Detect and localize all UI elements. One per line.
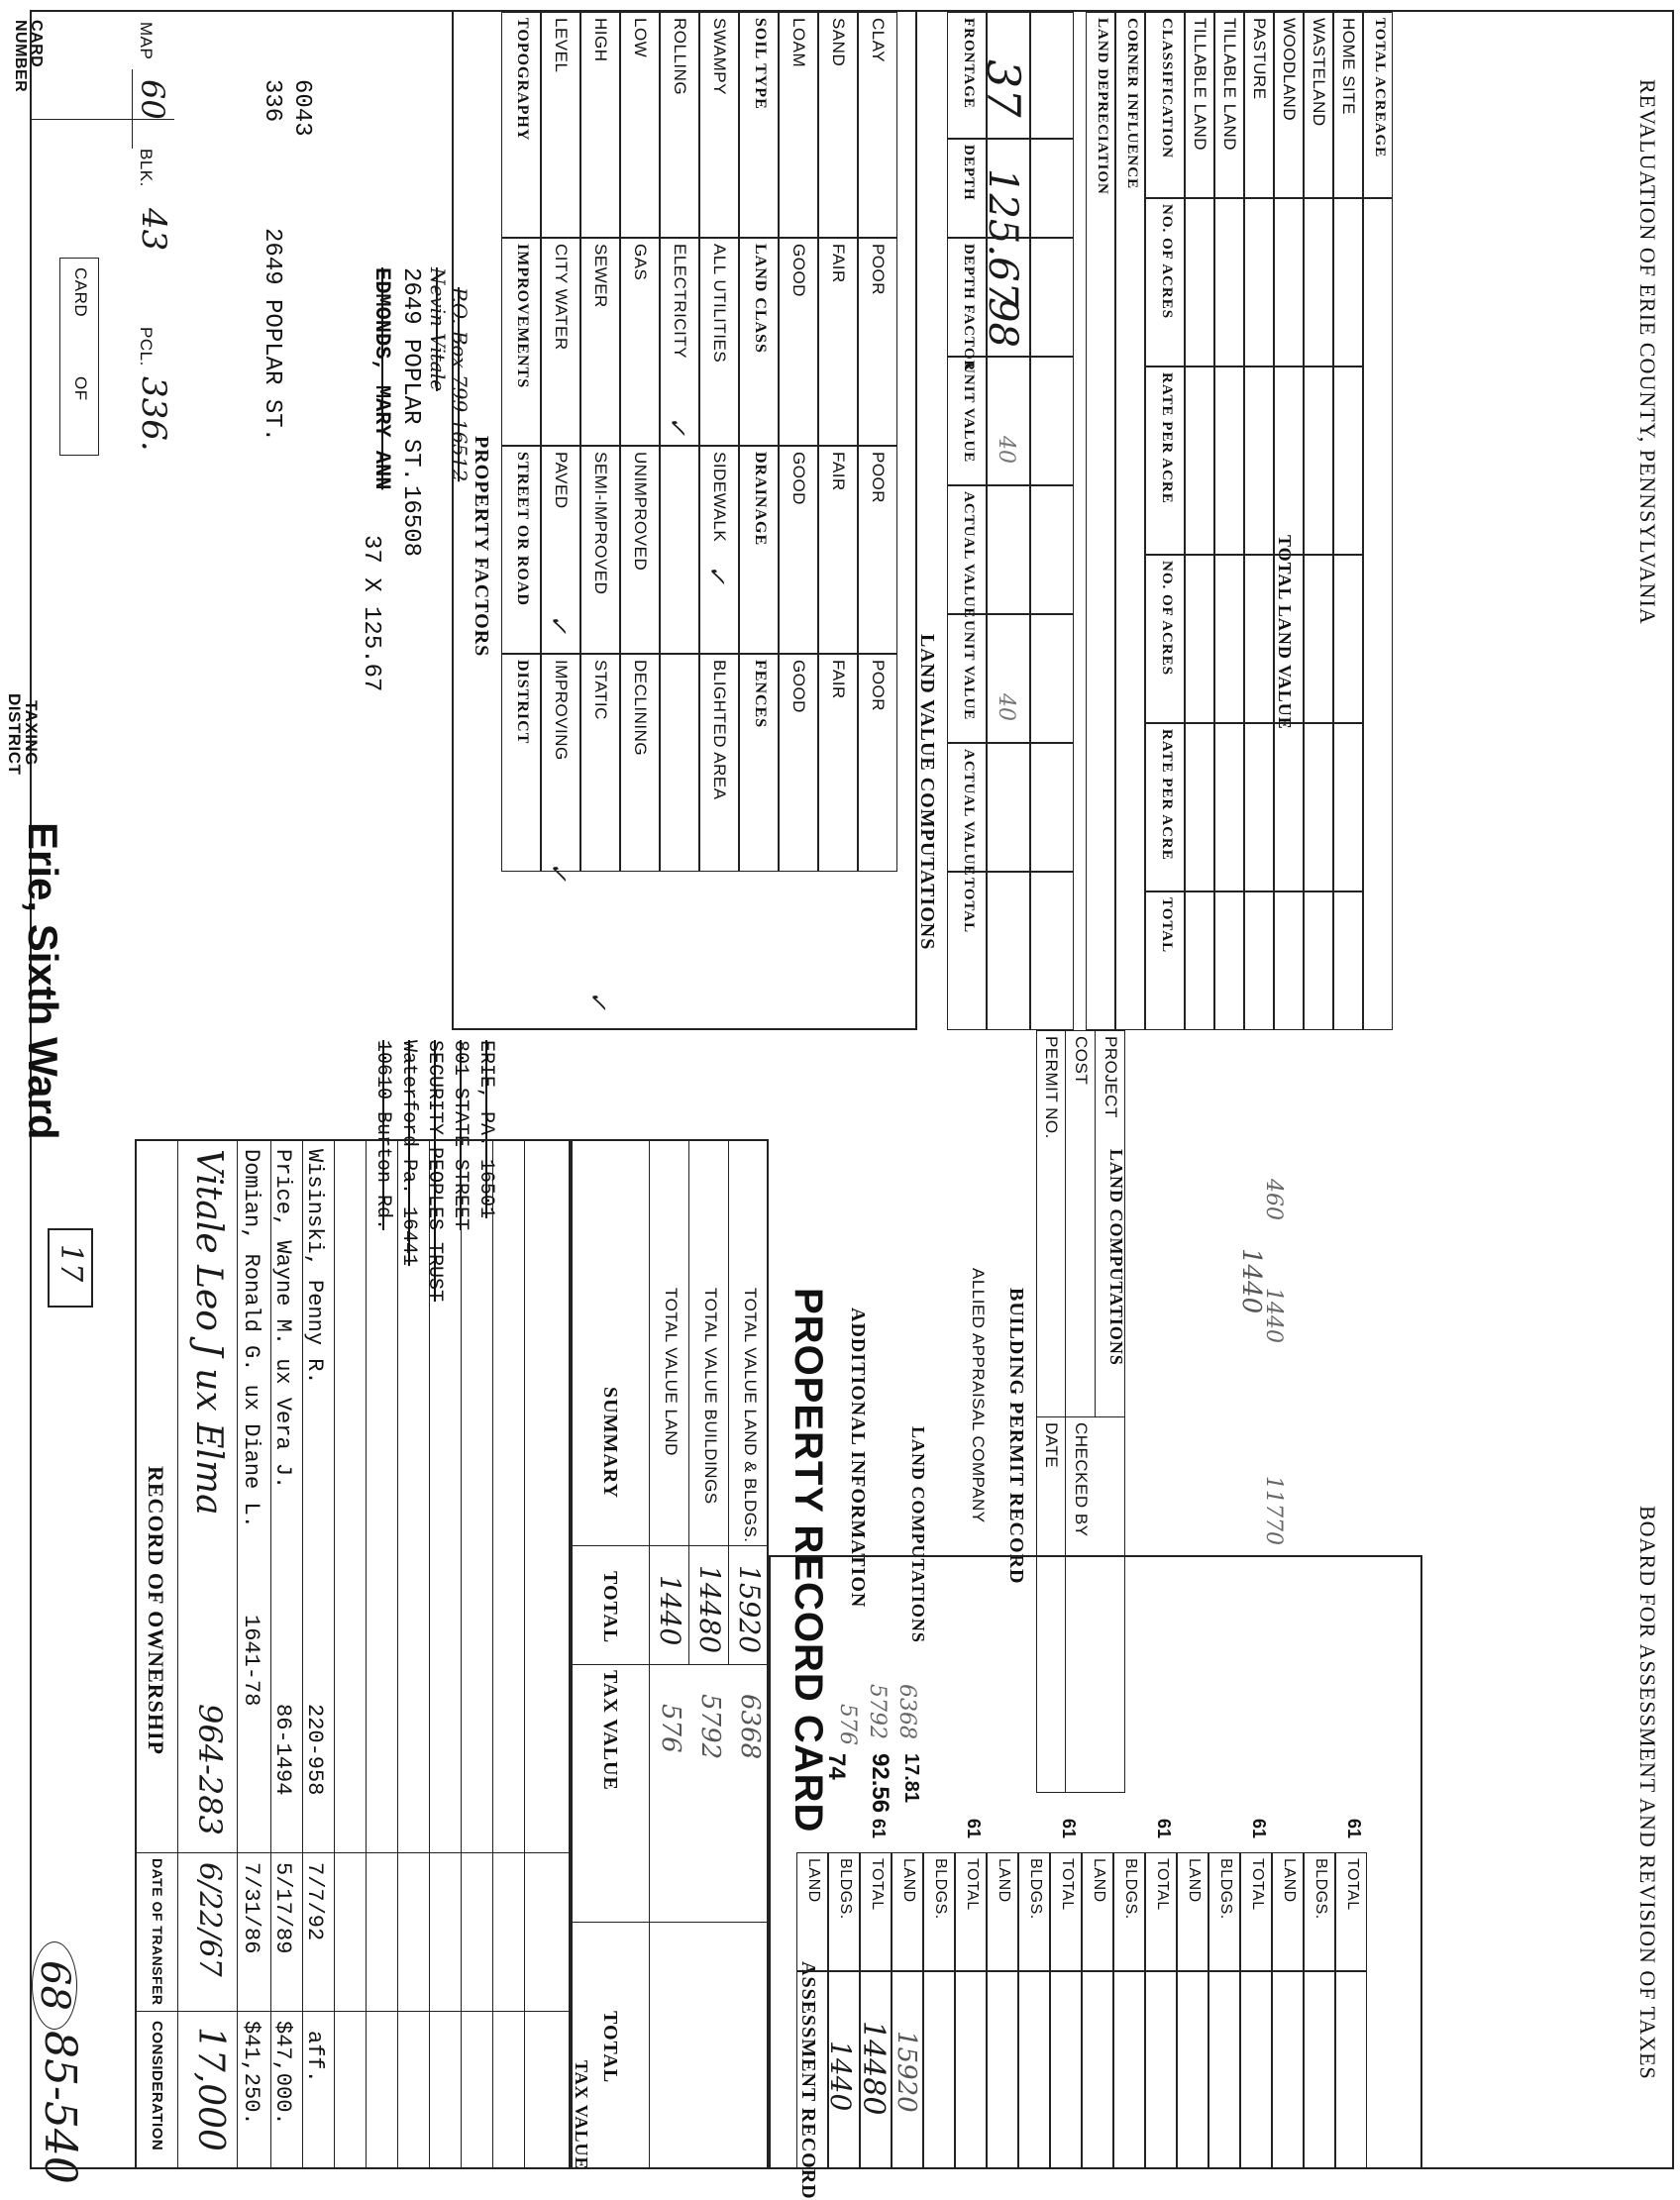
unit-value-header-2: UNIT VALUE [961,620,977,721]
acre-row-4-col-2-cell [1304,367,1333,555]
acre-row-5-col-2-cell [1333,367,1363,555]
check-mark-0: ✓ [545,614,573,635]
owner-2-book: 1641-78 [239,1615,263,1707]
acre-row-3-col-2-cell [1274,367,1304,555]
owner-1: Vitale Leo J ux Elma [188,1149,229,1516]
topography-header: TOPOGRAPHY [514,18,531,142]
handwritten-po: P.O. Box 799 16512 [448,287,472,482]
additional-info: ADDITIONAL INFORMATION [847,1308,869,1609]
land-row-0-col-4-cell [987,485,1030,614]
owner-struck: EDMONDS, MARY ANN [369,267,394,490]
old-address-4: 801 STATE STREET [449,1040,472,1231]
summary-bldgs-tax: 5792 [695,1694,725,1760]
land-computations-1: LAND COMPUTATIONS [1106,1149,1126,1366]
acre-row-3-col-3-cell [1274,555,1304,723]
acre-row-2-col-2-cell [1244,367,1274,555]
taxing-district-label: TAXING DISTRICT [5,693,41,776]
actual-value: 40 [994,693,1018,721]
owner-4: Wisinski, Penny R. [302,1149,327,1385]
land-class-header: LAND CLASS [752,244,769,354]
assessment-0-2: TOTAL [869,1858,886,1911]
bottom-note-2: 1440 [1261,1288,1286,1343]
taxing-district: Erie, Sixth Ward [20,822,66,1140]
consideration-label: CONSIDERATION [149,2021,165,2151]
blk-number: 43 [134,208,173,252]
assessment-value-1-2-cell [955,1971,987,2169]
land-row-0-col-5-cell [987,614,1030,743]
fence-item-0: GOOD [789,660,808,713]
assessment-stamp-3: 17.81 [900,1753,922,1804]
assessment-0-0: LAND [805,1858,822,1903]
permit-divider [1036,1416,1125,1417]
owner-3-consideration: $47,000. [270,2021,295,2126]
acre-row-1-col-2-cell [1214,367,1244,555]
acre-row-0-col-2-cell [1185,367,1214,555]
assessment-value-5-0-cell [1272,1971,1304,2169]
soil-item-0: LOAM [789,18,808,68]
acre-row-1-col-5-cell [1214,891,1244,1030]
map-divider [30,119,174,120]
street-item-3-cell [660,446,699,654]
soil-item-1: SAND [829,18,848,67]
owner-3: Price, Wayne M. ux Vera J. [270,1149,295,1490]
land-row-1-col-3-cell [1030,357,1074,485]
assessment-3-2: TOTAL [1154,1858,1171,1911]
acre-row-3-col-5-cell [1274,891,1304,1030]
assessment-5-1: BLDGS. [1312,1858,1329,1920]
footer-right: BOARD FOR ASSESSMENT AND REVISION OF TAXES [1635,1506,1660,2080]
assessment-title: ASSESSMENT RECORD [797,1961,819,2200]
ownership-row-line [429,1139,430,2169]
ownership-title: RECORD OF OWNERSHIP [144,1466,168,1755]
improvement-item-1: SEWER [591,244,610,308]
summary-land-label: TOTAL VALUE LAND [662,1288,681,1456]
summary-land-total: 1440 [654,1575,686,1646]
owner-2-consideration: $41,250. [239,2021,263,2126]
property-record-title: PROPERTY RECORD CARD [787,1288,830,1833]
acre-row-2-col-0: PASTURE [1250,18,1269,100]
corner-influence-label: CORNER INFLUENCE [1124,18,1140,190]
old-address-5: ERIE, PA. 16501 [474,1040,497,1219]
acre-row-5-col-5-cell [1333,891,1363,1030]
of-label: OF [71,376,90,401]
classification-header: CLASSIFICATION [1159,18,1175,159]
summary-title: SUMMARY [599,1387,621,1499]
pcl-label: PCL. [137,327,156,367]
acres-header: NO. OF ACRES [1159,204,1175,320]
summary-tax-label: TAX VALUE [599,1670,621,1791]
check-mark-2: ✓ [664,416,691,437]
assessment-value-4-2-cell [1240,1971,1272,2169]
street-header: STREET OR ROAD [514,452,531,606]
fences-header: FENCES [752,660,769,729]
assessment-total-1: 15920 [892,2031,921,2113]
actual-value-header-2: ACTUAL VALUE [961,749,977,877]
ownership-row-line [492,1139,493,2169]
assessment-year-1: 61 [964,1819,984,1839]
total-acreage-row-cell [1363,198,1393,1030]
assessment-value-3-1-cell [1113,1971,1145,2169]
acre-row-0-col-3-cell [1185,555,1214,723]
acre-row-5-col-4-cell [1333,723,1363,891]
ownership-row-line [524,1139,525,2169]
ownership-row-line [334,1139,335,2169]
summary-divider [571,1922,769,1923]
acre-row-1-col-0: TILLABLE LAND [1220,18,1239,152]
summary-both-tax: 6368 [735,1694,765,1760]
summary-total-label-2: TOTAL [599,2011,621,2084]
summary-both-total: 15920 [733,1565,766,1654]
drainage-item-1: FAIR [829,452,848,491]
acre-row-3-col-0: WOODLAND [1280,18,1299,122]
parcel-id-1: 6043 [288,79,315,137]
footer-left: REVALUATION OF ERIE COUNTY, PENNSYLVANIA [1635,79,1660,625]
assessment-year-2: 61 [1059,1819,1079,1839]
acre-row-2-col-1-cell [1244,198,1274,367]
summary-tax-label-2: TAX VALUE [572,2060,591,2170]
assessment-0-1: BLDGS. [837,1858,854,1920]
assessment-value-0-2-cell [856,1971,892,2169]
frontage-header: FRONTAGE [961,18,977,109]
summary-line [688,1139,689,1664]
acre-row-4-col-4-cell [1304,723,1333,891]
bottom-note-3: 11770 [1261,1476,1286,1545]
assessment-value-4-0-cell [1177,1971,1208,2169]
map-number: 60 [134,79,171,120]
assessment-value-5-1-cell [1304,1971,1335,2169]
old-address-3: SECURITY PEOPLES TRUST [423,1040,446,1303]
owner-1-consideration: 17,000 [190,2027,231,2151]
summary-line [728,1139,729,1664]
map-underline [132,69,133,149]
assessment-value-0-0-cell [796,1971,828,2169]
frontage-value: 37 [977,59,1030,118]
acre-row-0-col-1-cell [1185,198,1214,367]
owner-1-date: 6/22/67 [192,1862,227,1977]
street-item-2: UNIMPROVED [631,452,650,572]
checked-by-label: CHECKED BY [1072,1422,1091,1537]
summary-total-label: TOTAL [599,1571,621,1644]
depth-value: 125.67 [980,168,1025,307]
owner-3-book: 86-1494 [270,1704,295,1796]
acre-row-2-col-4-cell [1244,723,1274,891]
soil-type-header: SOIL TYPE [752,18,769,110]
acre-row-4-col-0: WASTELAND [1310,18,1328,127]
card-number-label: CARD NUMBER [12,20,45,93]
land-row-0-col-0-cell [987,12,1030,139]
district-item-1: STATIC [591,660,610,720]
assessment-year-3: 61 [1154,1819,1174,1839]
card-box-number: 17 [53,1244,88,1283]
card-label: CARD [71,267,90,318]
owner-3-date: 5/17/89 [270,1862,295,1954]
assessment-5-2: TOTAL [1344,1858,1361,1911]
drainage-item-0: GOOD [789,452,808,505]
owner-4-date: 7/7/92 [302,1862,327,1941]
assessment-value-4-1-cell [1208,1971,1240,2169]
acre-row-5-col-3-cell [1333,555,1363,723]
land-row-0-col-6-cell [987,743,1030,872]
land-row-1-col-5-cell [1030,614,1074,743]
topography-item-3: ROLLING [671,18,689,96]
assessment-2-0: LAND [996,1858,1012,1903]
land-class-item-1: FAIR [829,244,848,283]
assessment-4-2: TOTAL [1249,1858,1266,1911]
land-depreciation-label: LAND DEPRECIATION [1095,18,1110,195]
assessment-value-3-2-cell [1145,1971,1177,2169]
permit-no-label: PERMIT NO. [1042,1036,1061,1139]
ownership-header-line [177,1139,178,2169]
land-row-1-col-4-cell [1030,485,1074,614]
unit-value-header: UNIT VALUE [961,363,977,464]
acre-row-2-col-5-cell [1244,891,1274,1030]
land-row-0-col-7-cell [987,872,1030,1030]
assessment-1-1: BLDGS. [932,1858,949,1920]
old-address-2: Waterford Pa. 16441 [397,1040,420,1267]
summary-bldgs-total: 14480 [693,1565,726,1654]
company-name: ALLIED APPRAISAL COMPANY [969,1268,988,1523]
map-label: MAP [137,22,156,60]
acre-row-5-col-1-cell [1333,198,1363,367]
owner-zip: 16508 [397,485,424,558]
street-item-4: SIDEWALK [710,452,729,543]
assessment-value-2-1-cell [1018,1971,1050,2169]
summary-land-tax: 576 [656,1704,685,1753]
ownership-row-line [237,1139,238,2169]
bottom-note-1: 460 [1261,1179,1286,1220]
owner-2-date: 7/31/86 [239,1862,263,1954]
pencil-note-3: 6368 [894,1684,919,1739]
assessment-value-2-0-cell [987,1971,1018,2169]
file-number: 85-540 [35,2031,85,2184]
assessment-year-0: 61 [869,1819,889,1839]
acre-total-header: TOTAL [1159,897,1175,954]
assessment-stamp-2: 92.56 [867,1753,893,1814]
acre-row-5-col-0: HOME SITE [1339,18,1358,116]
ownership-row-line [397,1139,398,2169]
topography-item-1: HIGH [591,18,610,62]
depth-factor-value: 98 [980,297,1025,348]
total-header: TOTAL [961,878,977,934]
assessment-land-1: 1440 [824,2041,857,2112]
land-row-1-col-1-cell [1030,139,1074,238]
improvements-header: IMPROVEMENTS [514,244,531,389]
owner-1-book: 964-283 [191,1704,229,1835]
permit-line [1095,1030,1096,1416]
total-acreage-label: TOTAL ACREAGE [1372,18,1388,158]
land-value-title: LAND VALUE COMPUTATIONS [916,634,938,951]
acre-row-1-col-1-cell [1214,198,1244,367]
district-item-3-cell [660,654,699,872]
summary-divider [571,1545,769,1546]
ownership-date-divider [135,1852,571,1853]
ownership-row-line [366,1139,367,2169]
depth-header: DEPTH [961,145,977,201]
acre-row-3-col-4-cell [1274,723,1304,891]
assessment-3-0: LAND [1091,1858,1107,1903]
land-total-value: 1440 [1236,1248,1266,1314]
summary-bldgs-label: TOTAL VALUE BUILDINGS [701,1288,720,1505]
total-land-value-label: TOTAL LAND VALUE [1275,535,1295,730]
owner-4-book: 220-958 [302,1704,327,1796]
acres-header-2: NO. OF ACRES [1159,561,1175,677]
owner-address: 2649 POPLAR ST. [397,267,424,482]
assessment-year-4: 61 [1249,1819,1269,1839]
check-mark-3: ✓ [703,565,731,585]
acre-row-4-col-1-cell [1304,198,1333,367]
land-class-item-0: GOOD [789,244,808,297]
topography-item-0: LEVEL [552,18,571,73]
fence-item-1: FAIR [829,660,848,699]
ownership-row-line [461,1139,462,2169]
ownership-consid-divider [135,2011,571,2012]
acre-row-1-col-3-cell [1214,555,1244,723]
property-address: 2649 POPLAR ST. [259,228,285,443]
drainage-header: DRAINAGE [752,452,769,547]
acre-row-0-col-0: TILLABLE LAND [1191,18,1209,152]
improvement-item-0: CITY WATER [552,244,571,351]
land-row-1-col-7-cell [1030,872,1074,1030]
acre-row-0-col-5-cell [1185,891,1214,1030]
assessment-1-2: TOTAL [964,1858,981,1911]
assessment-5-0: LAND [1281,1858,1298,1903]
pcl-number: 336. [134,376,173,452]
acre-row-4-col-5-cell [1304,891,1333,1030]
acre-row-0-col-4-cell [1185,723,1214,891]
assessment-4-1: BLDGS. [1217,1858,1234,1920]
acre-row-2-col-3-cell [1244,555,1274,723]
land-row-1-col-0-cell [1030,12,1074,139]
circle-number: 68 [32,1941,77,2030]
improvement-item-4: ALL UTILITIES [710,244,729,364]
check-mark-1: ✓ [545,862,573,883]
assessment-value-1-1-cell [923,1971,955,2169]
summary-both-label: TOTAL VALUE LAND & BLDGS. [741,1288,760,1543]
topography-item-4: SWAMPY [710,18,729,95]
assessment-value-5-2-cell [1335,1971,1367,2169]
land-row-0-col-1-cell [987,139,1030,238]
building-permit-title: BUILDING PERMIT RECORD [1005,1288,1027,1585]
ownership-row-line [270,1139,271,2169]
owner-2: Domian, Ronald G. ux Diane L. [239,1149,263,1528]
district-header: DISTRICT [514,660,531,745]
summary-line [649,1139,650,2169]
lot-dimensions: 37 X 125.67 [358,535,384,692]
owner-4-consideration: aff. [302,2031,327,2083]
depth-factor-header: DEPTH FACTOR [961,244,977,372]
project-label: PROJECT [1102,1036,1120,1118]
assessment-3-1: BLDGS. [1122,1858,1139,1920]
drainage-item-2: POOR [869,452,888,504]
assessment-bldgs-1: 14480 [856,2021,891,2116]
district-item-4: BLIGHTED AREA [710,660,729,800]
assessment-1-0: LAND [900,1858,917,1903]
assessment-value-1-0-cell [892,1971,923,2169]
land-class-item-2: POOR [869,244,888,296]
improvement-item-3: ELECTRICITY [671,244,689,360]
rate-header-2: RATE PER ACRE [1159,729,1175,861]
assessment-value-3-0-cell [1082,1971,1113,2169]
street-item-1: SEMI-IMPROVED [591,452,610,595]
soil-item-2: CLAY [869,18,888,63]
parcel-id-2: 336 [259,79,285,123]
old-address-1: 10610 Burton Rd. [371,1040,394,1231]
district-item-0: IMPROVING [552,660,571,761]
ownership-row-line [302,1139,303,2169]
assessment-stamp-1: 74 [823,1753,850,1780]
assessment-value-0-1-cell [824,1971,860,2169]
street-item-0: PAVED [552,452,571,509]
assessment-2-1: BLDGS. [1027,1858,1044,1920]
unit-value: 40 [994,436,1018,464]
actual-value-header: ACTUAL VALUE [961,491,977,619]
pencil-note-1: 576 [835,1704,860,1745]
assessment-4-0: LAND [1186,1858,1203,1903]
land-row-1-col-6-cell [1030,743,1074,872]
property-factors-title: PROPERTY FACTORS [471,436,492,658]
date-of-transfer-label: DATE OF TRANSFER [150,1858,165,2006]
cost-label: COST [1072,1036,1091,1086]
blk-label: BLK. [137,149,156,187]
acre-row-3-col-1-cell [1274,198,1304,367]
check-mark-4: ✓ [584,991,612,1011]
assessment-value-2-2-cell [1050,1971,1082,2169]
acre-row-4-col-3-cell [1304,555,1333,723]
land-row-0-col-2-cell [987,238,1030,357]
topography-item-2: LOW [631,18,650,58]
improvement-item-2: GAS [631,244,650,281]
land-row-1-col-2-cell [1030,238,1074,357]
pencil-note-2: 5792 [865,1684,890,1739]
acre-row-1-col-4-cell [1214,723,1244,891]
summary-divider [571,1664,769,1665]
rate-header: RATE PER ACRE [1159,372,1175,504]
fence-item-2: POOR [869,660,888,712]
date-label: DATE [1042,1422,1061,1469]
assessment-year-5: 61 [1344,1819,1364,1839]
handwritten-owner: Nevin Vitale [426,267,450,391]
assessment-2-2: TOTAL [1059,1858,1076,1911]
land-row-0-col-3-cell [987,357,1030,485]
land-computations-2: LAND COMPUTATIONS [908,1426,928,1643]
district-item-2: DECLINING [631,660,650,757]
